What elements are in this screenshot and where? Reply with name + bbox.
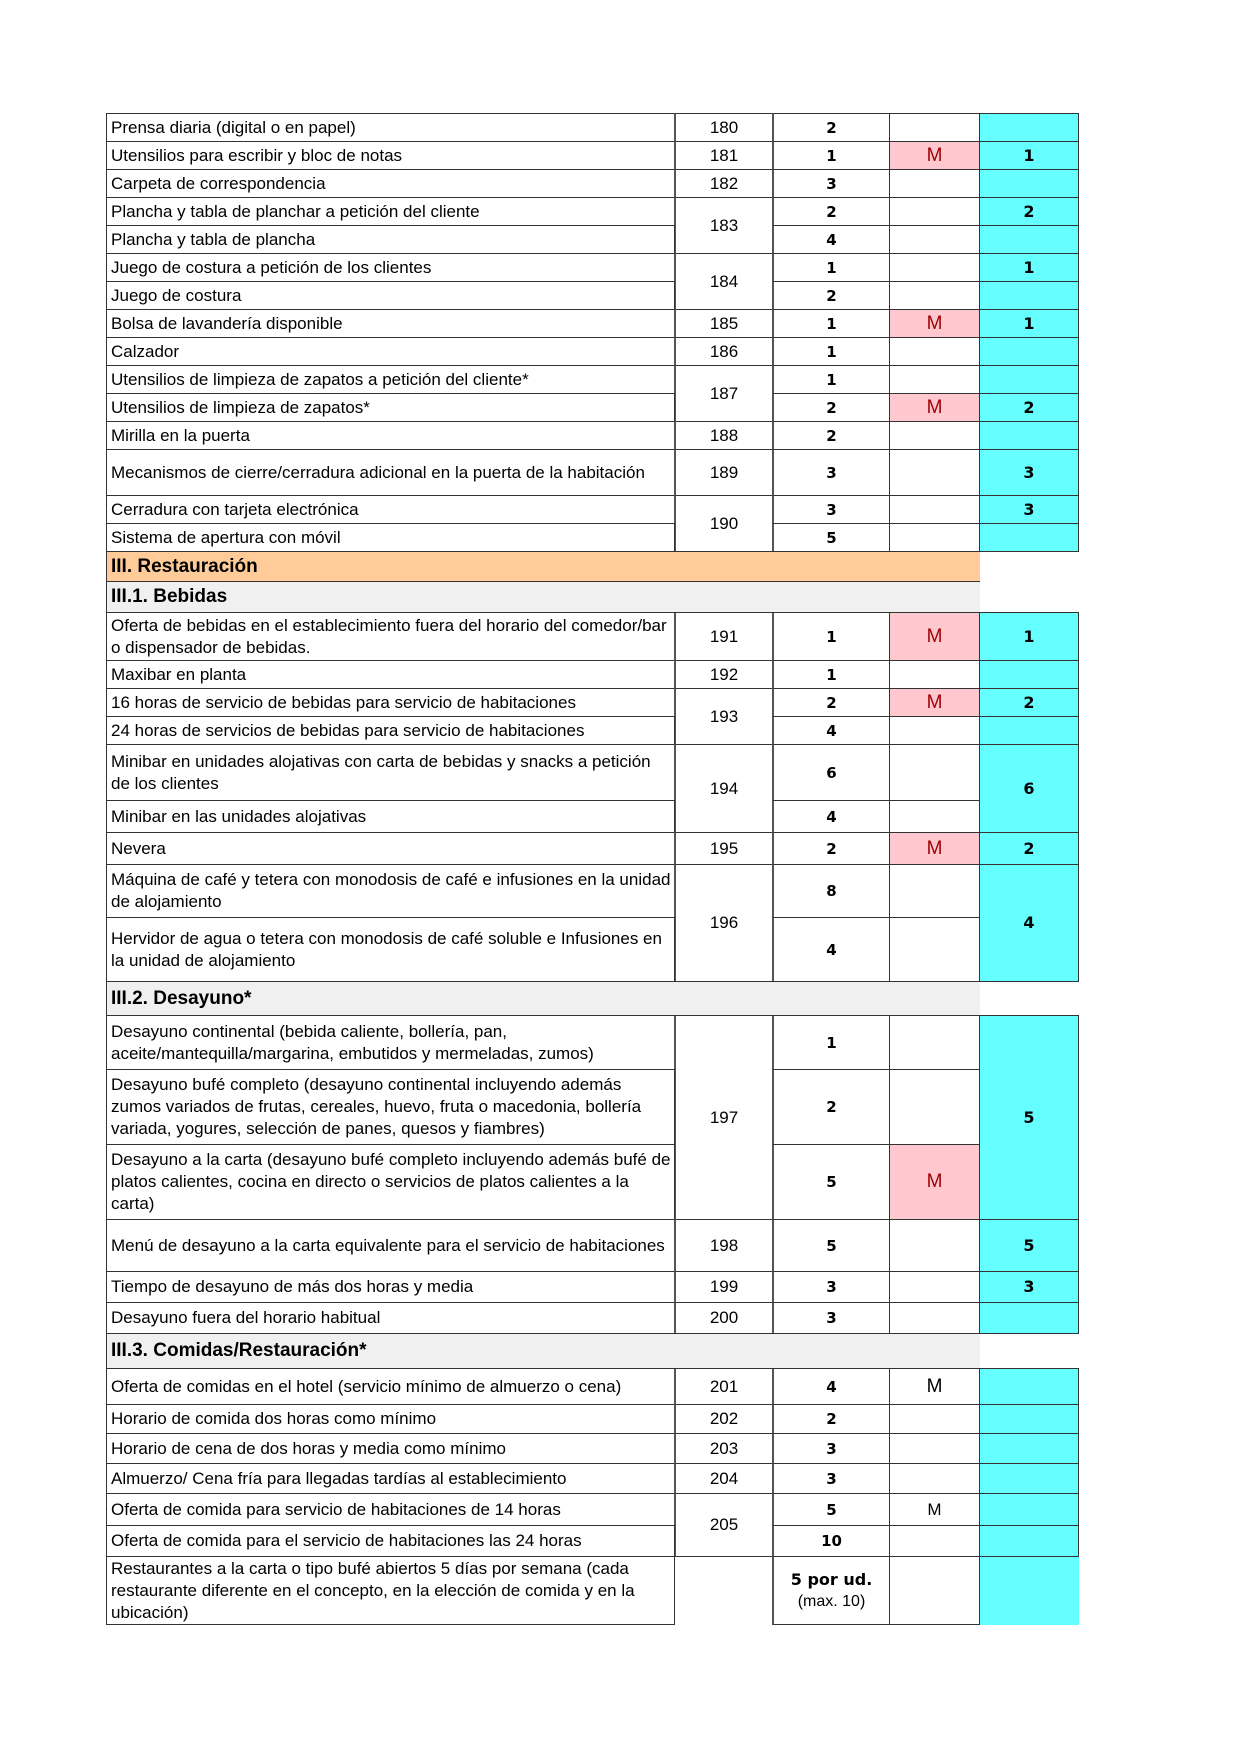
item-points: 1 <box>772 141 890 170</box>
item-description: Oferta de bebidas en el establecimiento fuera del horario del comedor/bar o dispensador de bebidas. <box>106 612 675 661</box>
item-description: Máquina de café y tetera con monodosis de café e infusiones en la unidad de alojamiento <box>106 864 675 918</box>
item-code: 187 <box>674 365 773 422</box>
item-points: 2 <box>772 832 890 865</box>
score-cell: 6 <box>979 744 1079 833</box>
item-points: 5 <box>772 1493 890 1526</box>
item-description: Bolsa de lavandería disponible <box>106 309 675 338</box>
item-code: 184 <box>674 253 773 310</box>
mandatory-cell <box>889 917 980 982</box>
mandatory-cell <box>889 744 980 801</box>
item-points: 10 <box>772 1525 890 1557</box>
item-points: 3 <box>772 1463 890 1494</box>
mandatory-cell <box>889 1433 980 1464</box>
item-points: 6 <box>772 744 890 801</box>
mandatory-cell <box>889 197 980 226</box>
mandatory-cell <box>889 716 980 745</box>
item-description: Desayuno bufé completo (desayuno continental incluyendo además zumos variados de frutas, cereales, huevo, fruta o macedonia, bollería variada, yogures, selección de panes, quesos y fiambres) <box>106 1069 675 1145</box>
score-cell <box>979 337 1079 366</box>
item-code: 197 <box>674 1015 773 1220</box>
score-cell: 3 <box>979 449 1079 496</box>
item-code: 193 <box>674 688 773 745</box>
item-code: 181 <box>674 141 773 170</box>
item-code: 199 <box>674 1271 773 1303</box>
score-cell <box>979 1463 1079 1494</box>
item-description: Juego de costura a petición de los clientes <box>106 253 675 282</box>
score-cell <box>979 1433 1079 1464</box>
item-description: Hervidor de agua o tetera con monodosis de café soluble e Infusiones en la unidad de alojamiento <box>106 917 675 982</box>
mandatory-cell <box>889 1302 980 1334</box>
item-description: Minibar en las unidades alojativas <box>106 800 675 833</box>
item-description: Utensilios de limpieza de zapatos* <box>106 393 675 422</box>
score-cell <box>979 225 1079 254</box>
mandatory-cell <box>889 1271 980 1303</box>
item-points: 1 <box>772 660 890 689</box>
item-code: 185 <box>674 309 773 338</box>
item-description: Desayuno continental (bebida caliente, bollería, pan, aceite/mantequilla/margarina, embutidos y mermeladas, zumos) <box>106 1015 675 1070</box>
item-code: 201 <box>674 1368 773 1405</box>
item-description: Maxibar en planta <box>106 660 675 689</box>
score-cell: 1 <box>979 309 1079 338</box>
item-code: 203 <box>674 1433 773 1464</box>
mandatory-badge: M <box>889 612 980 661</box>
item-points: 4 <box>772 716 890 745</box>
item-points: 3 <box>772 1271 890 1303</box>
item-points: 5 <box>772 1144 890 1220</box>
score-cell: 1 <box>979 253 1079 282</box>
item-code: 180 <box>674 113 773 142</box>
item-description: Oferta de comidas en el hotel (servicio mínimo de almuerzo o cena) <box>106 1368 675 1405</box>
item-code: 205 <box>674 1493 773 1557</box>
item-code: 194 <box>674 744 773 833</box>
mandatory-cell <box>889 421 980 450</box>
item-points: 1 <box>772 365 890 394</box>
score-cell <box>979 1556 1079 1625</box>
mandatory-cell <box>889 253 980 282</box>
mandatory-cell <box>889 1069 980 1145</box>
item-description: Sistema de apertura con móvil <box>106 523 675 552</box>
mandatory-cell <box>889 1556 980 1625</box>
item-description: Mecanismos de cierre/cerradura adicional en la puerta de la habitación <box>106 449 675 496</box>
score-cell: 2 <box>979 197 1079 226</box>
mandatory-badge: M <box>889 1368 980 1405</box>
item-description: Restaurantes a la carta o tipo bufé abiertos 5 días por semana (cada restaurante diferente en el concepto, en la elección de comida y en la ubicación) <box>106 1556 675 1625</box>
item-code: 186 <box>674 337 773 366</box>
mandatory-badge: M <box>889 141 980 170</box>
mandatory-cell <box>889 281 980 310</box>
item-points: 2 <box>772 1069 890 1145</box>
score-cell <box>979 365 1079 394</box>
item-points: 4 <box>772 1368 890 1405</box>
score-cell <box>979 1368 1079 1405</box>
score-cell: 3 <box>979 495 1079 524</box>
item-points: 4 <box>772 800 890 833</box>
mandatory-cell <box>889 225 980 254</box>
item-points <box>772 1556 890 1625</box>
item-description: Calzador <box>106 337 675 366</box>
mandatory-cell <box>889 337 980 366</box>
item-description: Carpeta de correspondencia <box>106 169 675 198</box>
item-description: Oferta de comida para el servicio de habitaciones las 24 horas <box>106 1525 675 1557</box>
item-code: 188 <box>674 421 773 450</box>
item-code: 192 <box>674 660 773 689</box>
score-cell: 5 <box>979 1015 1079 1220</box>
item-points: 5 <box>772 523 890 552</box>
mandatory-cell <box>889 800 980 833</box>
item-code: 189 <box>674 449 773 496</box>
score-cell <box>979 1525 1079 1557</box>
item-points: 2 <box>772 393 890 422</box>
item-description: Minibar en unidades alojativas con carta de bebidas y snacks a petición de los clientes <box>106 744 675 801</box>
score-cell <box>979 660 1079 689</box>
item-points: 3 <box>772 169 890 198</box>
score-cell: 4 <box>979 864 1079 982</box>
subsection-header-bebidas: III.1. Bebidas <box>106 581 980 613</box>
score-cell: 2 <box>979 832 1079 865</box>
item-points: 2 <box>772 421 890 450</box>
item-description: Horario de comida dos horas como mínimo <box>106 1404 675 1434</box>
item-points: 1 <box>772 253 890 282</box>
score-cell: 2 <box>979 688 1079 717</box>
mandatory-cell <box>889 1219 980 1272</box>
item-description: Mirilla en la puerta <box>106 421 675 450</box>
mandatory-cell <box>889 1404 980 1434</box>
item-points: 1 <box>772 1015 890 1070</box>
item-description: Almuerzo/ Cena fría para llegadas tardías al establecimiento <box>106 1463 675 1494</box>
item-description: Desayuno fuera del horario habitual <box>106 1302 675 1334</box>
item-description: Desayuno a la carta (desayuno bufé completo incluyendo además bufé de platos calientes, cocina en directo o servicios de platos calientes a la carta) <box>106 1144 675 1220</box>
item-points: 4 <box>772 225 890 254</box>
score-cell <box>979 1493 1079 1526</box>
item-description: 16 horas de servicio de bebidas para servicio de habitaciones <box>106 688 675 717</box>
section-header-restauracion: III. Restauración <box>106 551 980 582</box>
item-description: Oferta de comida para servicio de habitaciones de 14 horas <box>106 1493 675 1526</box>
item-points: 3 <box>772 1302 890 1334</box>
item-code: 195 <box>674 832 773 865</box>
mandatory-cell <box>889 365 980 394</box>
mandatory-cell <box>889 169 980 198</box>
item-description: Cerradura con tarjeta electrónica <box>106 495 675 524</box>
score-cell <box>979 281 1079 310</box>
item-description: Utensilios de limpieza de zapatos a petición del cliente* <box>106 365 675 394</box>
mandatory-badge: M <box>889 393 980 422</box>
score-cell <box>979 523 1079 552</box>
item-points: 3 <box>772 495 890 524</box>
item-description: Plancha y tabla de plancha <box>106 225 675 254</box>
item-description: Plancha y tabla de planchar a petición del cliente <box>106 197 675 226</box>
item-code: 204 <box>674 1463 773 1494</box>
mandatory-cell <box>889 1463 980 1494</box>
item-code: 196 <box>674 864 773 982</box>
score-cell: 1 <box>979 612 1079 661</box>
item-code: 183 <box>674 197 773 254</box>
mandatory-cell <box>889 495 980 524</box>
mandatory-badge: M <box>889 309 980 338</box>
item-code: 182 <box>674 169 773 198</box>
item-points: 3 <box>772 1433 890 1464</box>
score-cell: 2 <box>979 393 1079 422</box>
score-cell <box>979 421 1079 450</box>
mandatory-cell <box>889 449 980 496</box>
score-cell <box>979 1404 1079 1434</box>
item-points: 1 <box>772 612 890 661</box>
item-description: Tiempo de desayuno de más dos horas y media <box>106 1271 675 1303</box>
score-cell <box>979 716 1079 745</box>
item-code <box>674 1556 773 1625</box>
score-cell <box>979 113 1079 142</box>
subsection-header-comidas: III.3. Comidas/Restauración* <box>106 1333 980 1369</box>
mandatory-cell <box>889 113 980 142</box>
item-points: 5 <box>772 1219 890 1272</box>
score-cell: 3 <box>979 1271 1079 1303</box>
subsection-header-desayuno: III.2. Desayuno* <box>106 981 980 1016</box>
score-cell <box>979 169 1079 198</box>
item-points: 4 <box>772 917 890 982</box>
item-description: Horario de cena de dos horas y media como mínimo <box>106 1433 675 1464</box>
item-points: 1 <box>772 309 890 338</box>
item-points: 2 <box>772 281 890 310</box>
item-points: 2 <box>772 197 890 226</box>
item-code: 200 <box>674 1302 773 1334</box>
item-points: 2 <box>772 113 890 142</box>
item-points: 8 <box>772 864 890 918</box>
item-points: 3 <box>772 449 890 496</box>
item-code: 202 <box>674 1404 773 1434</box>
points-value: 5 por ud. <box>790 1569 873 1589</box>
item-description: Juego de costura <box>106 281 675 310</box>
item-description: Menú de desayuno a la carta equivalente para el servicio de habitaciones <box>106 1219 675 1272</box>
mandatory-badge: M <box>889 1144 980 1220</box>
mandatory-cell <box>889 660 980 689</box>
score-cell <box>979 1302 1079 1334</box>
item-description: Nevera <box>106 832 675 865</box>
item-description: Prensa diaria (digital o en papel) <box>106 113 675 142</box>
item-points: 2 <box>772 688 890 717</box>
item-points: 1 <box>772 337 890 366</box>
item-description: 24 horas de servicios de bebidas para servicio de habitaciones <box>106 716 675 745</box>
score-cell: 5 <box>979 1219 1079 1272</box>
mandatory-cell <box>889 1015 980 1070</box>
mandatory-badge: M <box>889 832 980 865</box>
item-points: 2 <box>772 1404 890 1434</box>
score-cell: 1 <box>979 141 1079 170</box>
item-description: Utensilios para escribir y bloc de notas <box>106 141 675 170</box>
item-code: 190 <box>674 495 773 552</box>
mandatory-cell <box>889 1525 980 1557</box>
mandatory-badge: M <box>889 1493 980 1526</box>
item-code: 191 <box>674 612 773 661</box>
mandatory-cell <box>889 864 980 918</box>
mandatory-cell <box>889 523 980 552</box>
mandatory-badge: M <box>889 688 980 717</box>
points-note: (max. 10) <box>797 1592 866 1610</box>
item-code: 198 <box>674 1219 773 1272</box>
